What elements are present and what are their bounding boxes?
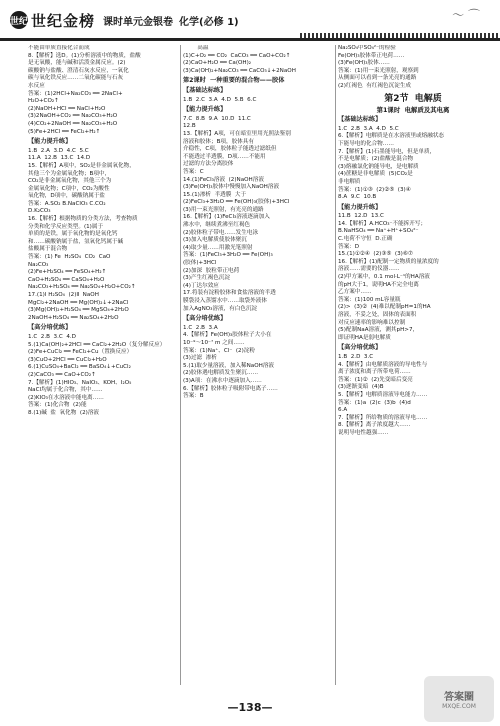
- answer-line: (2)加深 胶粒带正电荷: [183, 267, 240, 274]
- answer-line: 溶液，不妥之处，固体的表面积: [338, 312, 417, 318]
- answer-line: (4)丁达尔效应: [183, 282, 219, 289]
- answer-line: 15.(1)①②④ (2)③⑤ (3)⑥⑦: [338, 251, 413, 258]
- answer-line: 答案：(1)FeCl₃+3H₂O ══ Fe(OH)₃: [183, 252, 273, 259]
- answer-line: 15.【解析】A项中，SO₂是非金属氧化物，: [28, 162, 135, 169]
- answer-line: 溶液和胶体；B项，胶体具有: [183, 138, 254, 145]
- answer-line: (2)FeCl₃+3H₂O ══ Fe(OH)₃(胶体)+3HCl: [183, 199, 290, 206]
- section-heading: 【基础达标练】: [338, 116, 382, 124]
- page-number: —138—: [227, 701, 273, 714]
- answer-line: 金属氧化物；C项中，CO₂为酸性: [28, 185, 110, 192]
- chapter-title: 第2节 电解质: [384, 93, 442, 104]
- answer-line: D.K₂CO₃: [28, 208, 51, 215]
- answer-line: 7.【解析】所给物质的溶液导电……: [338, 414, 428, 421]
- answer-line: 16.【解析】根据物质的分类方法，考查物质: [28, 216, 138, 223]
- answer-line: C.电荷不守恒 D.正确: [338, 236, 393, 243]
- answer-line: 5.(1)Ca(OH)₂+2HCl ══ CaCl₂+2H₂O（复分解反应）: [28, 341, 166, 348]
- answer-line: 下能导电的化合物……: [338, 140, 394, 147]
- answer-line: 12.B: [183, 123, 196, 130]
- answer-line: 14.【解析】A.HCO₃⁻不能拆开写；: [338, 220, 427, 227]
- header-rule: [0, 38, 500, 41]
- book-series: 课时单元金银卷: [103, 16, 174, 28]
- section-heading: 【能力提升练】: [183, 106, 227, 114]
- answer-line: Na₂CO₃+H₂SO₄ ══ Na₂SO₄+H₂O+CO₂↑: [28, 284, 136, 291]
- answer-line: (2)甲方案中，0.1 mol·L⁻¹的HA溶液: [338, 274, 430, 281]
- answer-line: 答案：(1)用一束光照射，观察到: [338, 67, 419, 74]
- answer-line: B.NaHSO₄ ══ Na⁺+H⁺+SO₄²⁻: [338, 228, 419, 235]
- answer-line: 沸水中，继续煮沸至红褐色: [183, 222, 251, 229]
- brand-name: 世纪金榜: [31, 11, 96, 30]
- answer-line: (3)用一束光照射，有光亮的通路: [183, 206, 264, 213]
- answer-line: 加入AgNO₃溶液，有白色沉淀: [183, 305, 258, 312]
- answer-line: 1.C 2.B 3.A: [183, 324, 218, 331]
- answer-line: 8.(1)碱 盐 氧化物 (2)溶液: [28, 409, 100, 416]
- answer-line: 介稳性，C项，胶体粒子能透过滤纸但: [183, 146, 277, 153]
- answer-line: 不能透过半透膜，D项……不能用: [183, 153, 266, 160]
- answer-line: (1)C+O₂ ══ CO₂ CaCO₃ ══ CaO+CO₂↑: [183, 52, 291, 59]
- answer-line: 答案：(1)2HCl+Na₂CO₃ ══ 2NaCl+: [28, 90, 123, 97]
- answer-line: (3)Mg(OH)₂+H₂SO₄ ══ MgSO₄+2H₂O: [28, 307, 129, 314]
- answer-line: 其他三个为金属氧化物；B项中，: [28, 170, 111, 177]
- section-heading: 【基础达标练】: [183, 86, 227, 94]
- answer-line: 17.将装有淀粉胶体和食盐溶液的半透: [183, 290, 276, 297]
- column-divider: [335, 45, 336, 685]
- answer-line: 膜袋浸入蒸馏水中……取袋外液体: [183, 298, 267, 304]
- answer-line: Fe(OH)₃胶体带正电荷……: [338, 52, 405, 59]
- answer-line: (3)Fe(OH)₃胶体……: [338, 60, 390, 67]
- answer-line: (2)NaOH+HCl ══ NaCl+H₂O: [28, 105, 106, 112]
- answer-line: (3)Ca(OH)₂+Na₂CO₃ ══ CaCO₃↓+2NaOH: [183, 67, 296, 74]
- answer-line: 碳与氧化铁反应……二氧化碳能与石灰: [28, 75, 124, 82]
- answer-line: 不是电解质；(2)盐酸是混合物: [338, 156, 414, 163]
- answer-line: (胶体)+3HCl: [183, 260, 217, 267]
- answer-line: 说明导电性越强……: [338, 429, 389, 436]
- answer-line: 答案：(1)100 mL容量瓶: [338, 296, 401, 303]
- answer-line: (4)取少量……用激光笔照射: [183, 244, 253, 251]
- answer-line: 6.【解析】电解质是在水溶液里或熔融状态: [338, 133, 445, 140]
- answer-line: 8.【解析】选D。(1)分析溶液中的物质，盐酸: [28, 52, 141, 59]
- answer-line: 和……碳酸钠属于盐，氢氧化钙属于碱: [28, 238, 124, 245]
- answer-line: 8.【解析】离子浓度越大……: [338, 422, 411, 429]
- answer-line: 溶液……需要的仪器……: [338, 266, 400, 273]
- section-heading: 【能力提升练】: [28, 138, 72, 146]
- answer-line: 答案：(1) Fe H₂SO₄ CO₂ CaO: [28, 254, 111, 261]
- answer-line: H₂O+CO₂↑: [28, 98, 59, 105]
- answer-line: (2)CaO+H₂O ══ Ca(OH)₂: [183, 60, 252, 67]
- answer-column-middle: [183, 45, 333, 685]
- answer-line: 高温: [183, 45, 209, 51]
- answer-line: CO₂是非金属氧化物，其他三个为: [28, 178, 112, 185]
- answer-line: (2)Fe+H₂SO₄ ══ FeSO₄+H₂↑: [28, 269, 107, 276]
- answer-line: Na₂SO₄中SO₄²⁻的检验: [338, 45, 396, 51]
- answer-line: (5)配制NaA溶液，测其pH>7，: [338, 327, 419, 334]
- answer-line: 对反应速率的影响难以控制: [338, 319, 406, 326]
- answer-line: (2)> (3)② (4)难以配制pH=1的HA: [338, 304, 431, 311]
- answer-line: 11.B 12.D 13.C: [338, 213, 384, 220]
- answer-line: NaCl均属于化合物，其中……: [28, 387, 103, 394]
- answer-line: MgCl₂+2NaOH ══ Mg(OH)₂↓+2NaCl: [28, 299, 129, 306]
- answer-line: (3)CuO+2HCl ══ CuCl₂+H₂O: [28, 356, 107, 363]
- answer-line: (3)Fe(OH)₃胶体中慢慢加入NaOH溶液: [183, 184, 280, 191]
- section-heading: 【高分培优练】: [28, 324, 72, 332]
- answer-line: (2)Fe+CuCl₂ ══ FeCl₂+Cu（置换反应）: [28, 349, 133, 356]
- answer-line: 水反应: [28, 82, 45, 89]
- lesson-heading: 第2课时 一种重要的混合物——胶体: [183, 77, 285, 85]
- watermark-logo: [424, 676, 494, 722]
- subject-label: 化学(必修 1): [179, 16, 239, 28]
- answer-line: 6.【解析】胶体粒子吸附带电离子……: [183, 385, 278, 392]
- answer-line: 氧化物，D项中，碳酸钠属于盐: [28, 193, 106, 200]
- answer-line: 1.C 2.B 3.A 4.D 5.C: [338, 125, 399, 132]
- answer-line: 7.【解析】(1)石墨能导电，但是单质，: [338, 148, 436, 155]
- answer-line: (3)产生红褐色沉淀: [183, 275, 231, 282]
- answer-line: 非电解质: [338, 178, 361, 185]
- answer-line: 乙方案中……: [338, 289, 372, 296]
- answer-line: 1.C 2.B 3.C 4.D: [28, 333, 76, 340]
- answer-column-right: [338, 45, 488, 685]
- answer-line: 5.(1)取少量溶液，加入稀NaOH溶液: [183, 362, 275, 369]
- answer-line: (2)胶体遇电解质发生聚沉……: [183, 370, 259, 377]
- answer-line: 答案：B: [183, 393, 204, 400]
- answer-line: (3)2NaOH+CO₂ ══ Na₂CO₃+H₂O: [28, 113, 118, 120]
- answer-line: 单质的是铁，属于氧化物的是氧化钙: [28, 231, 118, 238]
- answer-line: 过滤的方法分离胶体: [183, 161, 234, 168]
- answer-line: 1.B 2.D 3.C: [338, 353, 374, 360]
- answer-line: CaO+H₂SO₄ ══ CaSO₄+H₂O: [28, 276, 105, 283]
- answer-line: (2)红褐色 有红褐色沉淀生成: [338, 82, 412, 89]
- answer-line: 答案：C: [183, 168, 204, 175]
- answer-line: (5)Fe+2HCl ══ FeCl₂+H₂↑: [28, 128, 101, 135]
- section-heading: 【高分培优练】: [183, 315, 227, 323]
- answer-line: 6.A: [338, 407, 348, 414]
- answer-line: 离子浓度和离子所带电荷……: [338, 369, 411, 376]
- answer-line: (2)胶体粒子带电……发生电泳: [183, 229, 259, 236]
- answer-line: (4)蔗糖是非电解质 (5)CO₂是: [338, 171, 413, 178]
- answer-line: 答案：D: [338, 243, 360, 250]
- answer-line: 8.A 9.C 10.B: [338, 194, 377, 201]
- answer-line: (3)过滤 渗析: [183, 355, 217, 362]
- answer-line: 14.(1)FeCl₃溶液 (2)NaOH溶液: [183, 176, 264, 183]
- answer-line: 答案：(1)①③ (2)②⑤ (3)④: [338, 186, 411, 193]
- section-heading: 【能力提升练】: [338, 203, 382, 211]
- answer-line: 1.B 2.C 3.A 4.D 5.B 6.C: [183, 96, 257, 103]
- answer-line: 17.(1)Ⅰ H₂SO₄ (2)Ⅱ NaOH: [28, 292, 99, 298]
- answer-line: 5.【解析】电解质溶液导电能力……: [338, 391, 428, 398]
- answer-line: 答案：(1)② (2)先变暗后变亮: [338, 376, 413, 383]
- answer-line: 4.【解析】由电解质溶液的导电性与: [338, 361, 428, 368]
- answer-line: (2)CaCO₃ ══ CaO+CO₂↑: [28, 371, 96, 378]
- answer-line: 答案：(1)化合物 (2)能: [28, 402, 87, 409]
- answer-line: 16.【解析】(1)配制一定物质的量浓度的: [338, 258, 439, 265]
- answer-line: 6.(1)CuSO₄+BaCl₂ ══ BaSO₄↓+CuCl₂: [28, 364, 131, 371]
- answer-line: 答案：(1)a (2)c (3)b (4)d: [338, 399, 411, 406]
- answer-line: 4.【解析】Fe(OH)₃胶体粒子大小在: [183, 332, 272, 339]
- answer-line: 分类和化学反应类型。(1)属于: [28, 223, 104, 230]
- answer-line: 1.B 2.A 3.D 4.C 5.C: [28, 147, 89, 154]
- answer-line: (3)A项：在沸水中逐滴加入……: [183, 377, 262, 384]
- answer-line: (2)KIO₃在水溶液中能电离……: [28, 394, 104, 401]
- watermark-title: 答案圈: [444, 692, 474, 703]
- section-heading: 【高分培优练】: [338, 344, 382, 352]
- answer-line: (3)熔融氯化钠能导电，是电解质: [338, 163, 419, 170]
- answer-line: 从侧面可以看到一条光亮的通路: [338, 75, 417, 82]
- answer-line: 碳酸钠与盐酸、澄清石灰水反应，一氧化: [28, 67, 129, 74]
- answer-line: (3)逐渐变暗 (4)B: [338, 384, 384, 391]
- answer-line: 是无氧酸，能与碱和活泼金属反应。(2): [28, 60, 126, 67]
- answer-line: 15.(1)渗析 半透膜 大于: [183, 191, 247, 198]
- answer-line: 答案：A.SO₂ B.NaClO₃ C.CO₂: [28, 200, 106, 207]
- answer-line: 不能由单质直接化合而成: [28, 45, 90, 51]
- birds-icon: 〜 ⌒: [452, 8, 480, 22]
- answer-line: 2NaOH+H₂SO₄ ══ Na₂SO₄+2H₂O: [28, 314, 119, 321]
- lesson-title: 第1课时 电解质及其电离: [376, 105, 450, 114]
- answer-line: (3)加入电解质使胶体聚沉: [183, 237, 247, 244]
- answer-line: 10⁻⁹～10⁻⁷ m 之间……: [183, 339, 245, 346]
- logo-badge-icon: 世纪: [10, 11, 28, 29]
- answer-line: 7.【解析】(1)HIO₃、NaIO₃、KOH、I₂O₅: [28, 379, 132, 386]
- answer-line: 盐酸属于混合物: [28, 246, 68, 253]
- brand-logo: [10, 10, 95, 31]
- answer-line: 的pH大于1，说明HA不完全电离: [338, 281, 419, 288]
- answer-line: 答案：(1)Na⁺、Cl⁻ (2)淀粉: [183, 347, 255, 354]
- answer-line: 16.【解析】(1)FeCl₃溶液逐滴加入: [183, 214, 270, 221]
- answer-line: (4)CO₂+2NaOH ══ Na₂CO₃+H₂O: [28, 120, 118, 127]
- watermark-url: MXQE.COM: [442, 703, 476, 710]
- answer-line: Na₂CO₃: [28, 261, 49, 268]
- answer-line: 7.C 8.B 9.A 10.D 11.C: [183, 115, 251, 122]
- column-divider: [180, 45, 181, 685]
- answer-line: 13.【解析】A项，可在暗室里用光照法鉴别: [183, 130, 291, 137]
- answer-column-left: [28, 45, 178, 685]
- answer-line: 即证明HA是弱电解质: [338, 334, 391, 341]
- answer-line: 11.A 12.B 13.C 14.D: [28, 155, 91, 162]
